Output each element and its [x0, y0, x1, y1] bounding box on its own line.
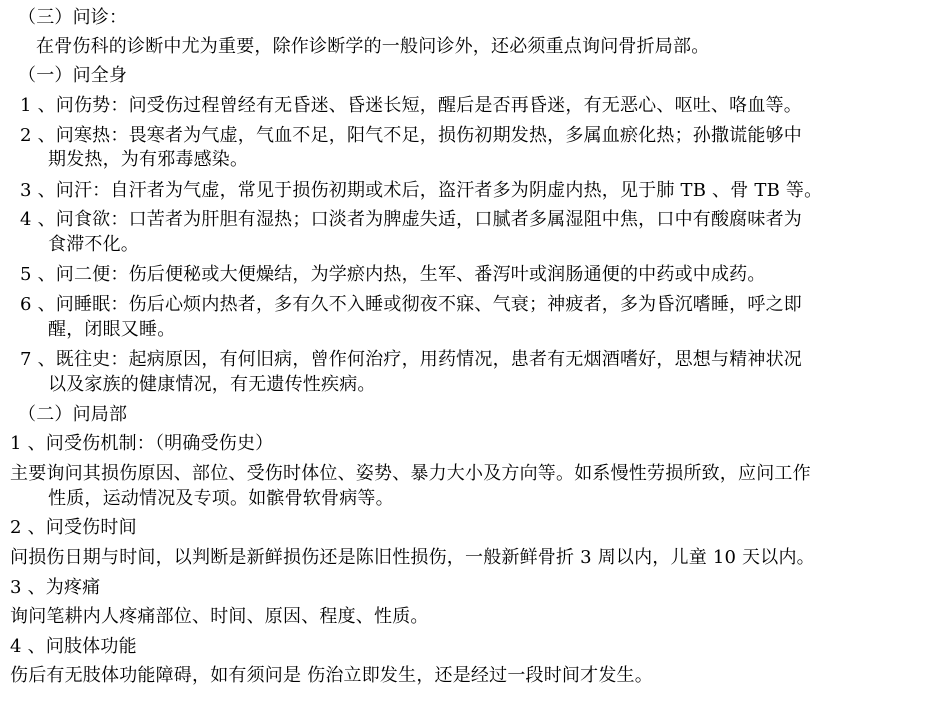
paragraph: 问损伤日期与时间，以判断是新鲜损伤还是陈旧性损伤，一般新鲜骨折 3 周以内，儿童 10 天以内。: [10, 547, 815, 568]
paragraph-continuation: 性质，运动情况及专项。如髌骨软骨病等。: [48, 488, 394, 509]
paragraph: 伤后有无肢体功能障碍，如有须问是 伤治立即发生，还是经过一段时间才发生。: [10, 665, 653, 686]
list-item: 2 、问寒热：畏寒者为气虚，气血不足，阳气不足，损伤初期发热，多属血瘀化热；孙撒谎能够中: [20, 125, 802, 146]
subheading: 2 、问受伤时间: [10, 517, 137, 538]
section-heading-quanshen: （一）问全身: [18, 65, 128, 86]
list-item: 3 、问汗：自汗者为气虚，常见于损伤初期或术后，盗汗者多为阴虚内热，见于肺 TB 、骨 TB 等。: [20, 180, 823, 201]
subheading: 3 、为疼痛: [10, 577, 101, 598]
subheading: 4 、问肢体功能: [10, 636, 137, 657]
list-item-continuation: 醒，闭眼又睡。: [48, 319, 176, 340]
section-heading-wenzhen: （三）问诊：: [18, 7, 128, 28]
list-item: 1 、问伤势：问受伤过程曾经有无昏迷、昏迷长短，醒后是否再昏迷，有无恶心、呕吐、咯血等。: [20, 95, 802, 116]
list-item-continuation: 食滞不化。: [48, 234, 139, 255]
list-item-continuation: 期发热，为有邪毒感染。: [48, 149, 249, 170]
intro-paragraph: 在骨伤科的诊断中尤为重要，除作诊断学的一般问诊外，还必须重点询问骨折局部。: [36, 36, 710, 57]
paragraph: 主要询问其损伤原因、部位、受伤时体位、姿势、暴力大小及方向等。如系慢性劳损所致，应问工作: [10, 463, 811, 484]
list-item: 4 、问食欲：口苦者为肝胆有湿热；口淡者为脾虚失适，口腻者多属湿阻中焦，口中有酸腐味者为: [20, 209, 802, 230]
list-item: 6 、问睡眠：伤后心烦内热者，多有久不入睡或彻夜不寐、气衰；神疲者，多为昏沉嗜睡，呼之即: [20, 294, 802, 315]
list-item: 5 、问二便：伤后便秘或大便燥结，为学瘀内热，生军、番泻叶或润肠通便的中药或中成药。: [20, 264, 766, 285]
subheading: 1 、问受伤机制：（明确受伤史）: [10, 433, 274, 454]
list-item: 7 、既往史：起病原因，有何旧病，曾作何治疗，用药情况，患者有无烟酒嗜好，思想与精神状况: [20, 349, 802, 370]
paragraph: 询问笔耕内人疼痛部位、时间、原因、程度、性质。: [10, 606, 429, 627]
section-heading-jubu: （二）问局部: [18, 404, 128, 425]
list-item-continuation: 以及家族的健康情况，有无遗传性疾病。: [48, 374, 376, 395]
